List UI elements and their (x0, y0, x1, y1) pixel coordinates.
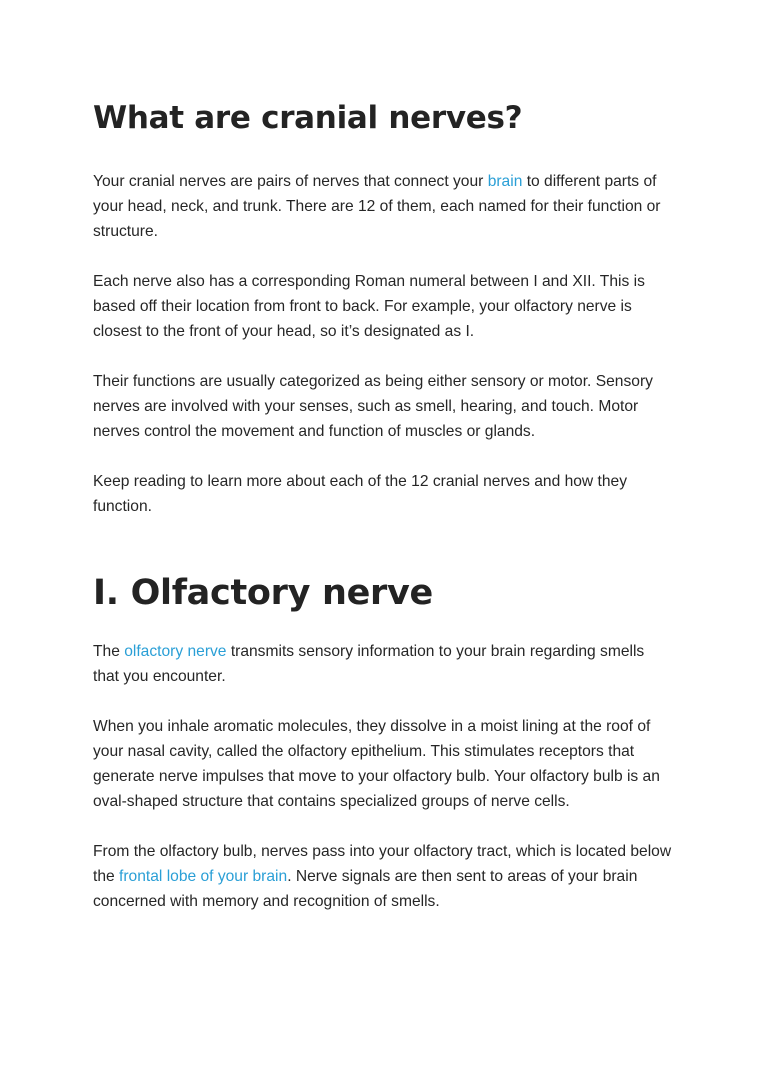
paragraph-cranial-intro (93, 169, 673, 244)
paragraph-olfactory-intro (93, 639, 673, 689)
text-run: to different parts of your head, neck, and trunk. There are 12 of them, each named for their function or structure. (93, 173, 661, 240)
page-title: What are cranial nerves? (93, 100, 523, 136)
text-run: . Nerve signals are then sent to areas of your brain concerned with memory and recognition of smells. (93, 868, 638, 910)
paragraph-keep-reading: Keep reading to learn more about each of the 12 cranial nerves and how they function. (93, 473, 628, 515)
text-run: Your cranial nerves are pairs of nerves that connect your (93, 173, 488, 190)
olfactory-nerve-link[interactable]: olfactory nerve (124, 643, 227, 660)
text-run: From the olfactory bulb, nerves pass into your olfactory tract, which is located below the (93, 843, 672, 885)
text-run: The (93, 643, 125, 660)
text-run: transmits sensory information to your brain regarding smells that you encounter. (93, 643, 645, 685)
frontal-lobe-link[interactable]: frontal lobe of your brain (119, 868, 288, 885)
paragraph-roman-numerals: Each nerve also has a corresponding Roman numeral between I and XII. This is based off their location from front to back. For example, your olfactory nerve is closest to the front of your head, so it’s designated as I. (93, 273, 645, 340)
document-page (93, 92, 673, 939)
paragraph-functions: Their functions are usually categorized as being either sensory or motor. Sensory nerves are involved with your senses, such as smell, hearing, and touch. Motor nerves control the movement and function of muscles or glands. (93, 373, 653, 440)
brain-link[interactable]: brain (487, 173, 523, 190)
paragraph-olfactory-epithelium: When you inhale aromatic molecules, they dissolve in a moist lining at the roof of your nasal cavity, called the olfactory epithelium. This stimulates receptors that generate nerve impulses that move to your olfactory bulb. Your olfactory bulb is an oval-shaped structure that contains specialized groups of nerve cells. (93, 718, 660, 810)
section-heading-olfactory: I. Olfactory nerve (93, 573, 433, 613)
paragraph-olfactory-tract (93, 839, 673, 914)
